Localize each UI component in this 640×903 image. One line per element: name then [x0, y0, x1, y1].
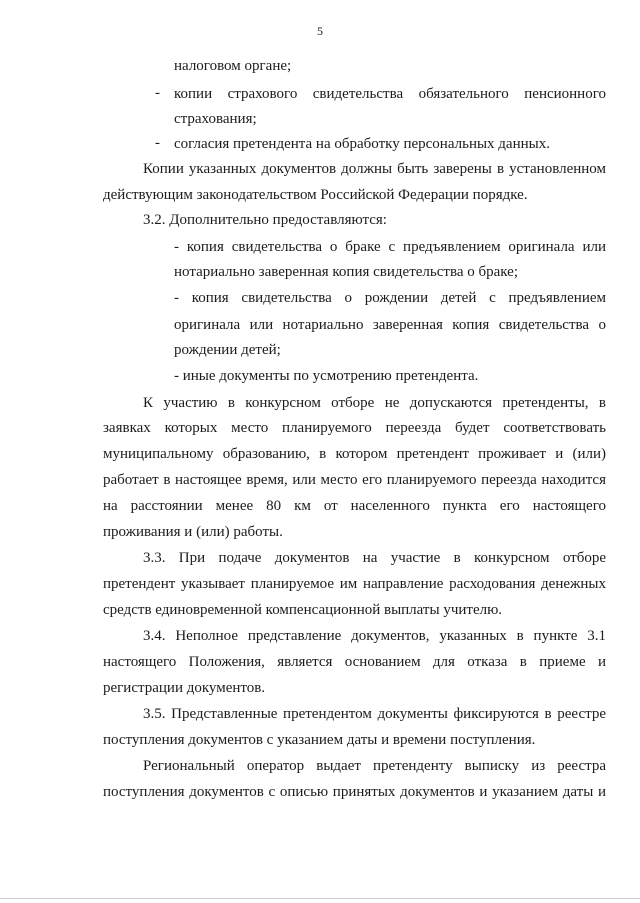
paragraph-line: Копии указанных документов должны быть заверены в установленном	[143, 161, 606, 177]
list-item-text: страхования;	[174, 111, 257, 127]
paragraph-line: поступления документов с описью принятых документов и указанием даты и	[103, 784, 606, 800]
list-item-text: копии страхового свидетельства обязательного пенсионного	[174, 86, 606, 102]
paragraph-line: заявках которых место планируемого переезда будет соответствовать	[103, 420, 606, 436]
paragraph-line: К участию в конкурсном отборе не допускаются претенденты, в	[143, 395, 606, 411]
paragraph-line: проживания и (или) работы.	[103, 524, 283, 540]
paragraph-line: муниципальному образованию, в котором претендент проживает и (или)	[103, 446, 606, 462]
bullet-dash: -	[155, 85, 160, 101]
list-item-text: - копия свидетельства о браке с предъявлением оригинала или	[174, 239, 606, 255]
list-item-text: рождении детей;	[174, 342, 281, 358]
bullet-dash: -	[155, 135, 160, 151]
paragraph-line: регистрации документов.	[103, 680, 266, 696]
scan-bottom-edge	[0, 898, 640, 899]
paragraph-line: работает в настоящее время, или место его планируемого переезда находится	[103, 472, 606, 488]
paragraph-line: на расстоянии менее 80 км от населенного пункта его настоящего	[103, 498, 606, 514]
paragraph-line: 3.3. При подаче документов на участие в конкурсном отборе	[143, 550, 606, 566]
paragraph-line: Региональный оператор выдает претенденту выписку из реестра	[143, 758, 606, 774]
paragraph-line: действующим законодательством Российской Федерации порядке.	[103, 187, 528, 203]
section-heading: 3.2. Дополнительно предоставляются:	[143, 212, 387, 228]
list-item-text: налоговом органе;	[174, 58, 292, 74]
paragraph-line: претендент указывает планируемое им направление расходования денежных	[103, 576, 606, 592]
paragraph-line: 3.4. Неполное представление документов, указанных в пункте 3.1	[143, 628, 606, 644]
list-item-text: - копия свидетельства о рождении детей с предъявлением	[174, 290, 606, 306]
page-number: 5	[317, 24, 323, 38]
paragraph-line: поступления документов с указанием даты и времени поступления.	[103, 732, 536, 748]
list-item-text: согласия претендента на обработку персональных данных.	[174, 136, 550, 152]
list-item-text: нотариально заверенная копия свидетельства о браке;	[174, 264, 519, 280]
paragraph-line: 3.5. Представленные претендентом документы фиксируются в реестре	[143, 706, 606, 722]
list-item-text: - иные документы по усмотрению претендента.	[174, 368, 479, 384]
paragraph-line: настоящего Положения, является основанием для отказа в приеме и	[103, 654, 606, 670]
list-item-text: оригинала или нотариально заверенная копия свидетельства о	[174, 317, 606, 333]
paragraph-line: средств единовременной компенсационной выплаты учителю.	[103, 602, 503, 618]
